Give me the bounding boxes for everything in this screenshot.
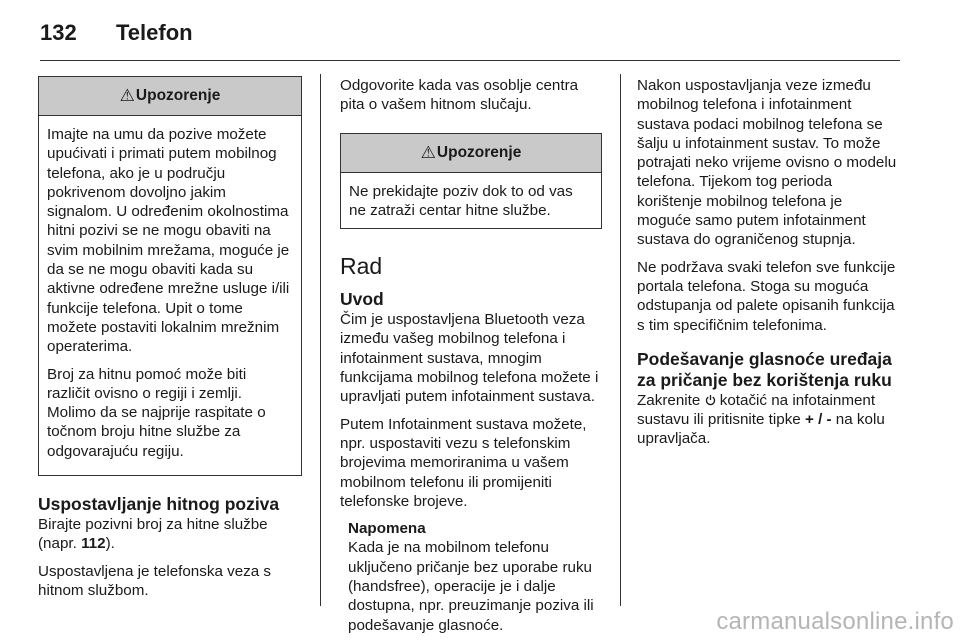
body-paragraph: Putem Infotainment sustava možete, npr. uspostaviti vezu s telefonskim brojevima memoriranima u vašem mobilnom telefonu ili promijeniti telefonske brojeve. (340, 415, 587, 510)
column-2 (340, 76, 602, 635)
text-run: Zakrenite (637, 391, 705, 409)
section-heading: Uvod (340, 289, 384, 310)
watermark: carmanualsonline.info (716, 608, 954, 635)
power-icon (705, 392, 716, 409)
section-title: Telefon (116, 20, 193, 45)
body-paragraph: Odgovorite kada vas osoblje centra pita o vašem hitnom slučaju. (340, 77, 579, 114)
warning-header (341, 134, 601, 173)
page-header (40, 20, 193, 46)
column-1 (38, 76, 302, 608)
column-divider-1 (320, 74, 321, 606)
text-run: ). (105, 535, 115, 553)
chapter-heading: Rad (340, 253, 383, 280)
body-paragraph: Čim je uspostavljena Bluetooth veza između vašeg mobilnog telefona i infotainment sustava, mnogim funkcijama mobilnog telefona možete i upravljati putem infotainment sustava. (340, 311, 599, 406)
body-paragraph: Ne podržava svaki telefon sve funkcije portala telefona. Stoga su moguća odstupanja od palete opisanih funkcija s tim specifičnim telefonima. (637, 258, 896, 334)
page-number: 132 (40, 20, 77, 45)
warning-paragraph: Ne prekidajte poziv dok to od vas ne zatraži centar hitne službe. (349, 182, 573, 219)
warning-triangle-icon: ⚠ (420, 142, 436, 162)
header-divider (40, 60, 900, 61)
warning-paragraph: Broj za hitnu pomoć može biti različit ovisno o regiji i zemlji. Molimo da se najprije raspitate o točnom broju hitne službe za odgovarajuću regiju. (47, 365, 266, 460)
volume-keys: + / - (804, 411, 832, 429)
text-run: na kolu upravljača. (637, 411, 885, 448)
warning-triangle-icon: ⚠ (119, 86, 135, 106)
warning-title: Upozorenje (135, 87, 221, 105)
section-heading: Podešavanje glasnoće uređaja za pričanje bez korištenja ruku (637, 348, 892, 390)
text-run: Birajte pozivni broj za hitne službe (napr. (38, 516, 268, 553)
warning-header (39, 77, 301, 116)
column-divider-2 (620, 74, 621, 606)
column-3 (637, 76, 899, 457)
warning-body (341, 173, 601, 229)
warning-body (39, 116, 301, 475)
emergency-number: 112 (81, 535, 106, 553)
section-heading: Uspostavljanje hitnog poziva (38, 494, 280, 515)
body-paragraph: Uspostavljena je telefonska veza s hitnom službom. (38, 562, 272, 599)
warning-title: Upozorenje (436, 143, 522, 161)
warning-box (38, 76, 302, 476)
note-text: Kada je na mobilnom telefonu uključeno pričanje bez uporabe ruku (handsfree), operacije je i dalje dostupna, npr. preuzimanje poziva ili podešavanje glasnoće. (348, 539, 594, 634)
body-paragraph (637, 391, 899, 449)
body-paragraph: Nakon uspostavljanja veze između mobilnog telefona i infotainment sustava podaci mobilnog telefona se šalju u infotainment sustav. To može potrajati neko vrijeme ovisno o modelu telefona. Tijekom tog perioda korištenje mobilnog telefona je moguće samo putem infotainment sustava do ograničenog stupnja. (637, 77, 897, 249)
warning-paragraph: Imajte na umu da pozive možete upućivati i primati putem mobilnog telefona, ako je u području pokrivenom dovoljno jakim signalom. U određenim okolnostima hitni pozivi se ne mogu obaviti na svim mobilnim mrežama, moguće je da se ne mogu obaviti kada su aktivne određene mrežne usluge i/ili funkcije telefona. Upit o tome možete postaviti lokalnim mrežnim operaterima. (47, 126, 290, 356)
warning-box (340, 133, 602, 230)
body-paragraph (38, 515, 302, 554)
note-title: Napomena (348, 520, 426, 538)
note-block (340, 519, 602, 635)
text-run: kotačić na infotainment sustavu ili pritisnite tipke (637, 391, 876, 429)
